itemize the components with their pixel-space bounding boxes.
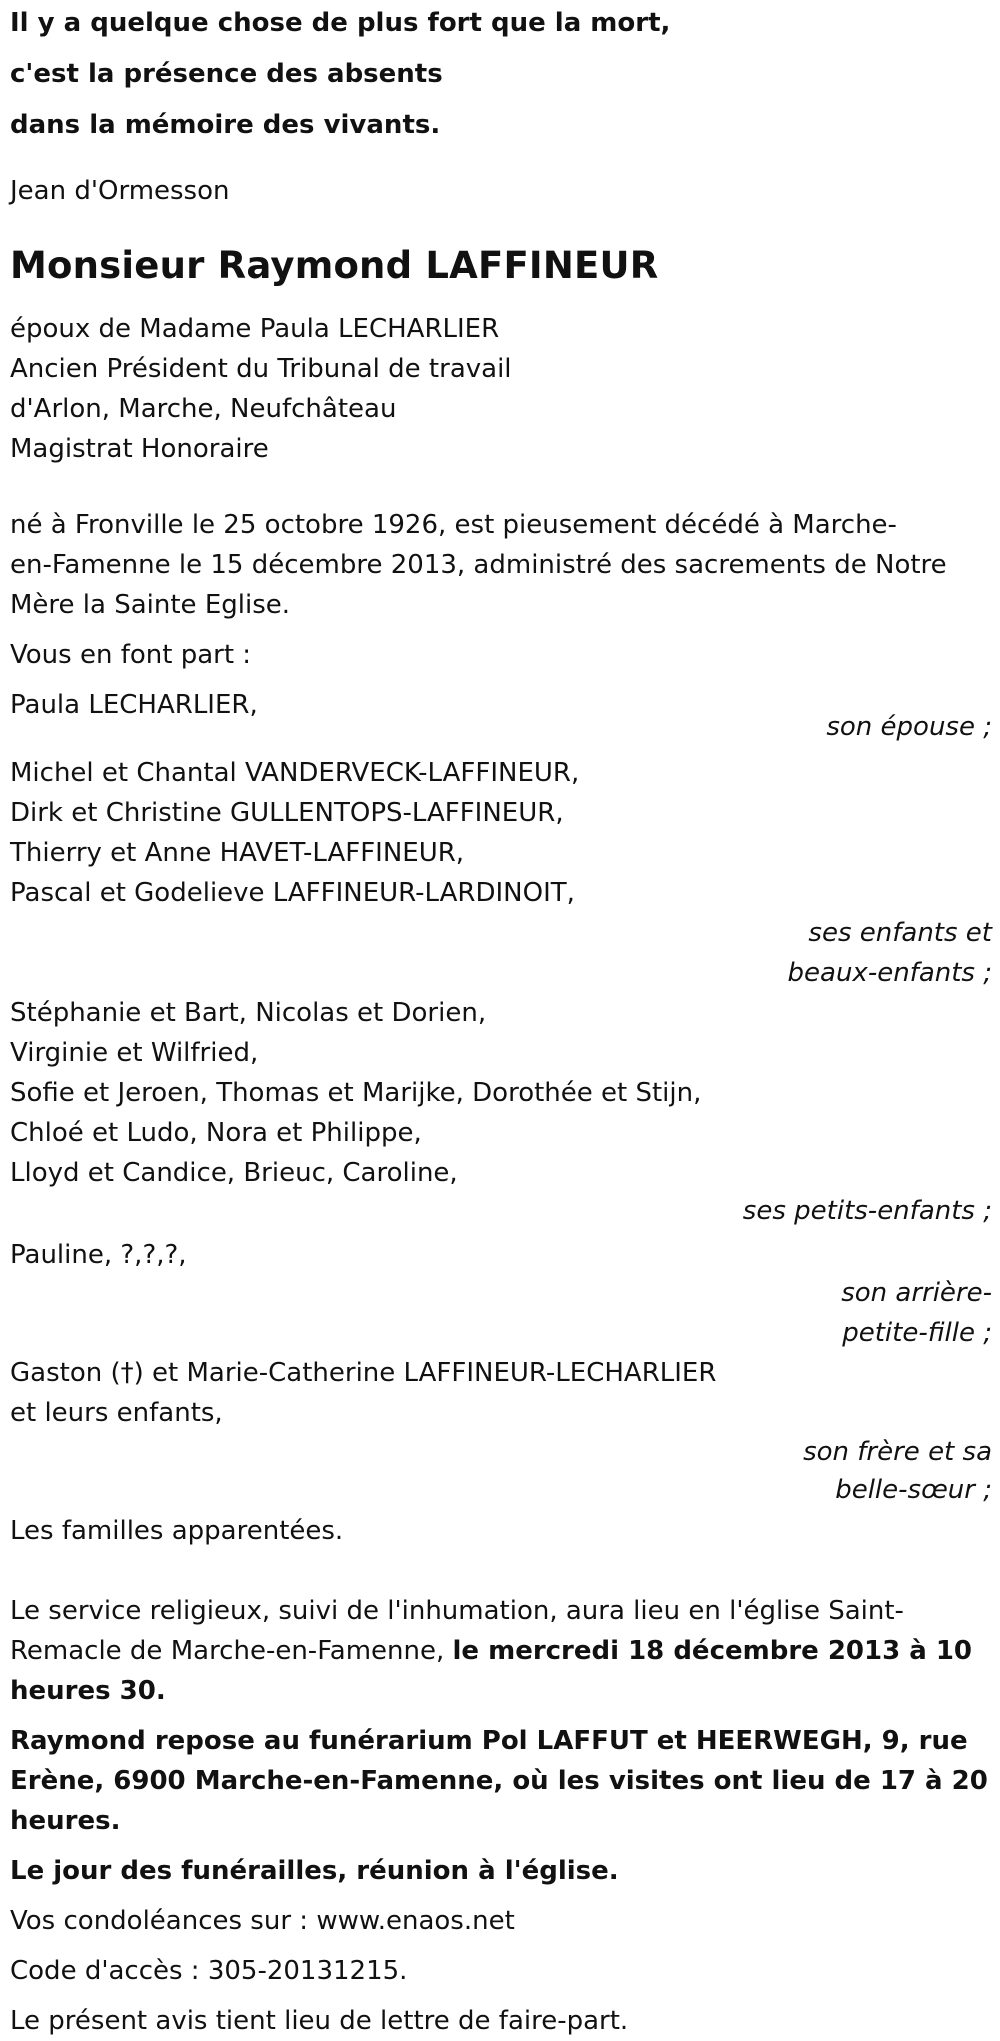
- family-name-line: Virginie et Wilfried,: [10, 1038, 259, 1068]
- funerarium-line: Raymond repose au funérarium Pol LAFFUT et HEERWEGH, 9, rue: [10, 1726, 968, 1756]
- quote-line: dans la mémoire des vivants.: [10, 110, 441, 140]
- service-time: heures 30.: [10, 1676, 166, 1706]
- condolences-info: Vos condoléances sur : www.enaos.net: [10, 1906, 515, 1936]
- funerarium-line: Erène, 6900 Marche-en-Famenne, où les visites ont lieu de 17 à 20: [10, 1766, 988, 1796]
- family-name-line: Stéphanie et Bart, Nicolas et Dorien,: [10, 998, 487, 1028]
- title-line: d'Arlon, Marche, Neufchâteau: [10, 394, 397, 424]
- quote-author: Jean d'Ormesson: [10, 176, 230, 206]
- bio-line: en-Famenne le 15 décembre 2013, administré des sacrements de Notre: [10, 550, 947, 580]
- deceased-bio: [10, 505, 1000, 625]
- family-name-line: Pascal et Godelieve LAFFINEUR-LARDINOIT,: [10, 878, 575, 908]
- family-group-grandchildren: [10, 993, 1000, 1229]
- family-name-line: Sofie et Jeroen, Thomas et Marijke, Dorothée et Stijn,: [10, 1078, 702, 1108]
- meeting-info: Le jour des funérailles, réunion à l'église.: [10, 1856, 619, 1886]
- service-line: Le service religieux, suivi de l'inhumation, aura lieu en l'église Saint-: [10, 1596, 904, 1626]
- service-date: le mercredi 18 décembre 2013 à 10: [452, 1636, 973, 1666]
- relation-line: ses enfants et: [808, 918, 992, 948]
- notice: Le présent avis tient lieu de lettre de faire-part.: [10, 2006, 629, 2036]
- family-group-siblings: [10, 1353, 1000, 1509]
- relation-line: son épouse ;: [826, 712, 992, 742]
- access-code: Code d'accès : 305-20131215.: [10, 1956, 408, 1986]
- relation-line: son frère et sa: [803, 1437, 992, 1467]
- family-name-line: Paula LECHARLIER,: [10, 690, 258, 720]
- deceased-name: Monsieur Raymond LAFFINEUR: [10, 244, 659, 287]
- relatives-line: Les familles apparentées.: [10, 1516, 344, 1546]
- family-name-line: Michel et Chantal VANDERVECK-LAFFINEUR,: [10, 758, 580, 788]
- funerarium-info: [10, 1721, 1000, 1841]
- service-place: Remacle de Marche-en-Famenne,: [10, 1636, 453, 1666]
- relation-label: [10, 1273, 998, 1353]
- service-line: [10, 1631, 1000, 1671]
- funerarium-line: heures.: [10, 1806, 121, 1836]
- family-name-line: Thierry et Anne HAVET-LAFFINEUR,: [10, 838, 465, 868]
- service-info: [10, 1591, 1000, 1711]
- family-name-line: et leurs enfants,: [10, 1398, 223, 1428]
- quote: [10, 0, 1000, 151]
- deceased-titles: [10, 309, 1000, 469]
- relation-line: belle-sœur ;: [835, 1475, 992, 1505]
- title-line: Ancien Président du Tribunal de travail: [10, 354, 512, 384]
- quote-line: c'est la présence des absents: [10, 59, 443, 89]
- relation-label: [10, 1193, 998, 1229]
- relation-line: ses petits-enfants ;: [742, 1196, 992, 1226]
- title-line: époux de Madame Paula LECHARLIER: [10, 314, 500, 344]
- title-line: Magistrat Honoraire: [10, 434, 269, 464]
- bio-line: né à Fronville le 25 octobre 1926, est pieusement décédé à Marche-: [10, 510, 897, 540]
- relation-line: son arrière-: [841, 1278, 992, 1308]
- relation-line: petite-fille ;: [842, 1318, 992, 1348]
- announcement: Vous en font part :: [10, 640, 252, 670]
- family-name-line: Gaston (†) et Marie-Catherine LAFFINEUR-LECHARLIER: [10, 1358, 717, 1388]
- family-name-line: Lloyd et Candice, Brieuc, Caroline,: [10, 1158, 458, 1188]
- quote-line: Il y a quelque chose de plus fort que la mort,: [10, 8, 671, 38]
- family-name-line: Dirk et Christine GULLENTOPS-LAFFINEUR,: [10, 798, 564, 828]
- relation-label: [10, 913, 998, 993]
- relation-line: beaux-enfants ;: [787, 958, 992, 988]
- bio-line: Mère la Sainte Eglise.: [10, 590, 291, 620]
- family-group-great-grandchild: [10, 1235, 1000, 1353]
- family-name-line: Pauline, ?,?,?,: [10, 1240, 187, 1270]
- family-name-line: Chloé et Ludo, Nora et Philippe,: [10, 1118, 422, 1148]
- relation-label: [10, 1433, 998, 1509]
- family-group-spouse: [10, 685, 1000, 745]
- family-group-children: [10, 753, 1000, 993]
